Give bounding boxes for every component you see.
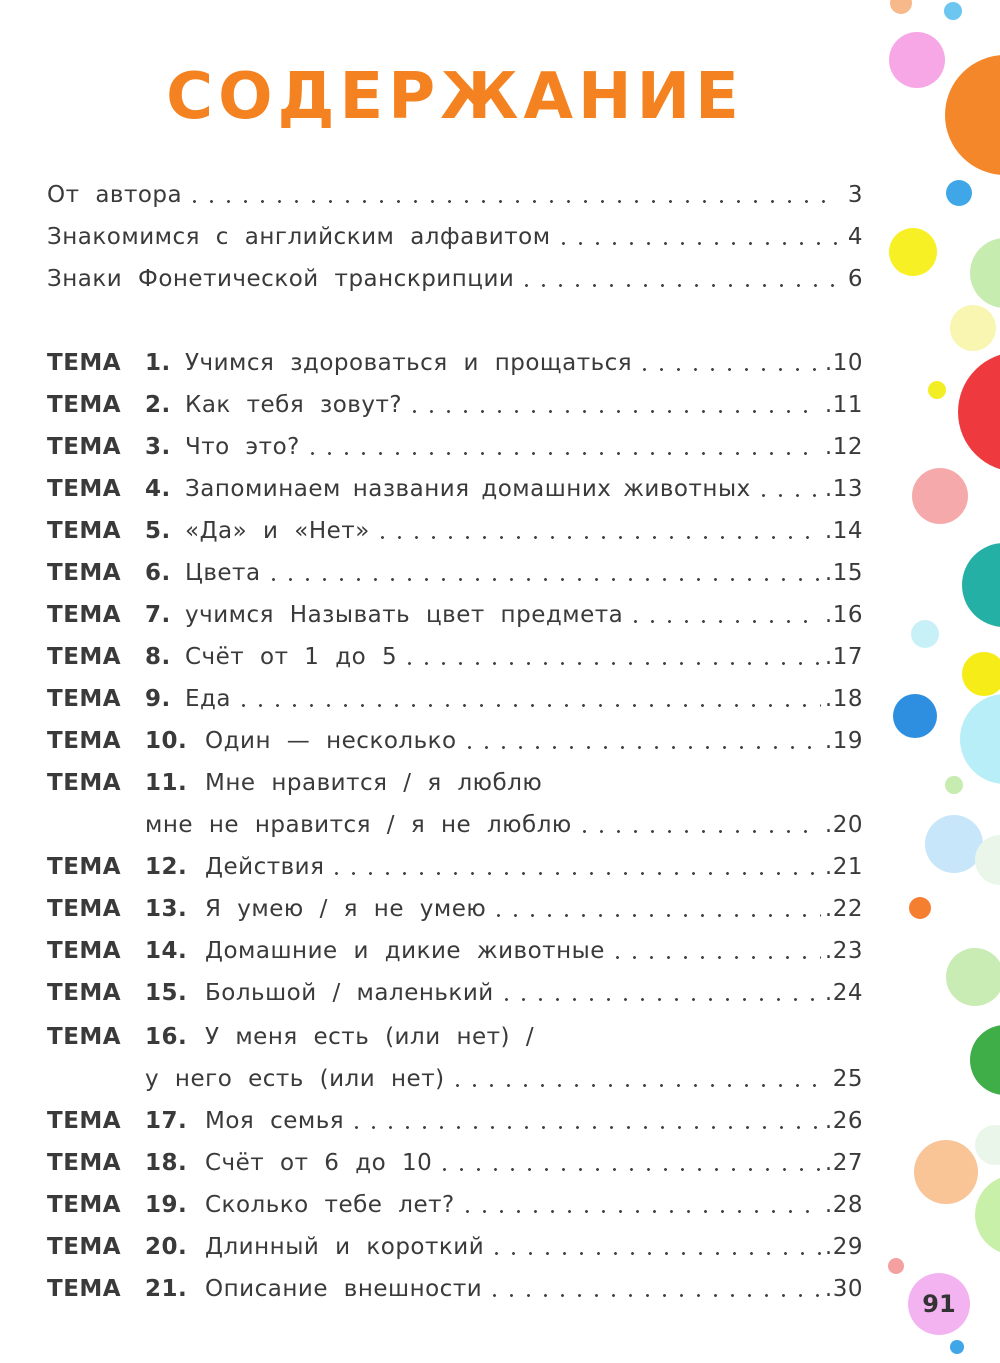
entry-text: Счёт от 6 до 10 — [205, 1150, 433, 1176]
entry-page: .17 — [824, 644, 863, 670]
decor-circle — [928, 381, 946, 399]
leader-dots — [401, 662, 821, 665]
decor-circle — [945, 55, 1000, 175]
topic-number: 6. — [145, 560, 171, 586]
decor-circle — [975, 1175, 1000, 1255]
entry-text: Сколько тебе лет? — [205, 1192, 455, 1218]
topic-label: ТЕМА — [47, 392, 122, 418]
topic-label: ТЕМА — [47, 1150, 122, 1176]
topic-number: 3. — [145, 434, 171, 460]
decor-circle — [962, 543, 1000, 627]
leader-dots — [636, 368, 821, 371]
decor-circle — [946, 948, 1000, 1006]
topic-label: ТЕМА — [47, 1192, 122, 1218]
decor-circle — [958, 352, 1000, 472]
decor-circle — [975, 1125, 1000, 1165]
topic-label: ТЕМА — [47, 728, 122, 754]
topic-number: 7. — [145, 602, 171, 628]
leader-dots — [304, 452, 821, 455]
leader-dots — [555, 242, 837, 245]
topic-number: 5. — [145, 518, 171, 544]
toc-entry-topic[interactable] — [47, 716, 863, 756]
entry-page: .28 — [824, 1192, 863, 1218]
entry-text: Как тебя зовут? — [185, 392, 403, 418]
entry-page: .27 — [824, 1150, 863, 1176]
entry-page: .24 — [824, 980, 863, 1006]
entry-page: .22 — [824, 896, 863, 922]
toc-entry-topic[interactable] — [47, 842, 863, 882]
entry-page: 3 — [847, 182, 863, 208]
toc-entry-topic[interactable] — [47, 338, 863, 378]
topic-number: 19. — [145, 1192, 188, 1218]
topic-number: 12. — [145, 854, 188, 880]
entry-page: .14 — [824, 518, 863, 544]
leader-dots — [265, 578, 821, 581]
leader-dots — [461, 746, 821, 749]
entry-text: Я умею / я не умею — [205, 896, 487, 922]
topic-number: 1. — [145, 350, 171, 376]
toc-entry-continuation[interactable] — [47, 1054, 863, 1094]
decor-circle — [889, 228, 937, 276]
entry-page: .29 — [824, 1234, 863, 1260]
page-number-badge: 91 — [908, 1273, 970, 1335]
topic-number: 8. — [145, 644, 171, 670]
decor-circle — [950, 305, 996, 351]
entry-page: 4 — [847, 224, 863, 250]
topic-number: 18. — [145, 1150, 188, 1176]
entry-text: мне не нравится / я не люблю — [145, 812, 572, 838]
toc-entry-topic[interactable] — [47, 464, 863, 504]
topic-number: 20. — [145, 1234, 188, 1260]
leader-dots — [328, 872, 820, 875]
decor-circle — [888, 1258, 904, 1274]
leader-dots — [436, 1168, 821, 1171]
topic-number: 9. — [145, 686, 171, 712]
toc-entry-topic[interactable] — [47, 1222, 863, 1262]
entry-text: Длинный и короткий — [205, 1234, 485, 1260]
topic-label: ТЕМА — [47, 434, 122, 460]
entry-page: .10 — [824, 350, 863, 376]
entry-text: У меня есть (или нет) / — [205, 1024, 535, 1050]
topic-number: 13. — [145, 896, 188, 922]
toc-entry-topic[interactable] — [47, 590, 863, 630]
leader-dots — [406, 410, 821, 413]
decor-circle — [911, 620, 939, 648]
toc-entry-continuation[interactable] — [47, 800, 863, 840]
toc-entry-topic[interactable] — [47, 1012, 863, 1052]
leader-dots — [576, 830, 821, 833]
decor-circle — [890, 0, 912, 14]
entry-text: Цвета — [185, 560, 261, 586]
decor-circle — [914, 1140, 978, 1204]
toc-entry-topic[interactable] — [47, 1264, 863, 1304]
topic-number: 2. — [145, 392, 171, 418]
entry-page: .23 — [824, 938, 863, 964]
toc-entry-topic[interactable] — [47, 548, 863, 588]
topic-label: ТЕМА — [47, 896, 122, 922]
entry-page: 6 — [847, 266, 863, 292]
leader-dots — [459, 1210, 821, 1213]
topic-number: 14. — [145, 938, 188, 964]
entry-text: Мне нравится / я люблю — [205, 770, 543, 796]
entry-text: Учимся здороваться и прощаться — [185, 350, 633, 376]
entry-page: .30 — [824, 1276, 863, 1302]
entry-text: Знакомимся с английским алфавитом — [47, 224, 551, 250]
decor-circle — [960, 694, 1000, 784]
entry-text: Еда — [185, 686, 232, 712]
toc-entry-intro[interactable] — [47, 170, 863, 210]
entry-text: Описание внешности — [205, 1276, 483, 1302]
decor-circle — [945, 776, 963, 794]
leader-dots — [449, 1084, 829, 1087]
topic-number: 15. — [145, 980, 188, 1006]
toc-entry-topic[interactable] — [47, 506, 863, 546]
entry-text: Знаки Фонетической транскрипции — [47, 266, 515, 292]
topic-number: 17. — [145, 1108, 188, 1134]
leader-dots — [235, 704, 821, 707]
decor-circle — [912, 468, 968, 524]
leader-dots — [518, 284, 837, 287]
toc-entry-topic[interactable] — [47, 674, 863, 714]
entry-text: Что это? — [185, 434, 300, 460]
entry-page: .13 — [824, 476, 863, 502]
toc-entry-topic[interactable] — [47, 380, 863, 420]
entry-text: у него есть (или нет) — [145, 1066, 445, 1092]
entry-page: .21 — [824, 854, 863, 880]
topic-label: ТЕМА — [47, 476, 122, 502]
topic-label: ТЕМА — [47, 560, 122, 586]
leader-dots — [348, 1126, 821, 1129]
decor-circle — [962, 652, 1000, 696]
topic-label: ТЕМА — [47, 854, 122, 880]
entry-text: Действия — [205, 854, 325, 880]
topic-label: ТЕМА — [47, 1276, 122, 1302]
decor-circle — [893, 694, 937, 738]
toc-entry-topic[interactable] — [47, 926, 863, 966]
leader-dots — [186, 200, 837, 203]
topic-number: 21. — [145, 1276, 188, 1302]
topic-label: ТЕМА — [47, 1234, 122, 1260]
entry-text: От автора — [47, 182, 183, 208]
toc-entry-topic[interactable] — [47, 1180, 863, 1220]
toc-entry-topic[interactable] — [47, 1096, 863, 1136]
topic-number: 10. — [145, 728, 188, 754]
decor-circle — [970, 1025, 1000, 1095]
entry-text: учимся Называть цвет предмета — [185, 602, 624, 628]
toc-entry-topic[interactable] — [47, 884, 863, 924]
topic-number: 16. — [145, 1024, 188, 1050]
topic-label: ТЕМА — [47, 1108, 122, 1134]
topic-label: ТЕМА — [47, 686, 122, 712]
entry-text: «Да» и «Нет» — [185, 518, 370, 544]
topic-label: ТЕМА — [47, 350, 122, 376]
entry-page: .26 — [824, 1108, 863, 1134]
leader-dots — [486, 1294, 821, 1297]
entry-page: 25 — [832, 1066, 863, 1092]
entry-text: Один — несколько — [205, 728, 457, 754]
toc-entry-topic[interactable] — [47, 968, 863, 1008]
page-title: СОДЕРЖАНИЕ — [166, 60, 744, 134]
decor-circle — [925, 815, 983, 873]
entry-page: .15 — [824, 560, 863, 586]
entry-text: Счёт от 1 до 5 — [185, 644, 398, 670]
leader-dots — [627, 620, 821, 623]
toc-entry-topic[interactable] — [47, 1138, 863, 1178]
toc-entry-topic[interactable] — [47, 758, 863, 798]
leader-dots — [755, 494, 821, 497]
decor-circle — [944, 2, 962, 20]
toc-entry-topic[interactable] — [47, 632, 863, 672]
decor-circle — [970, 238, 1000, 308]
topic-label: ТЕМА — [47, 602, 122, 628]
entry-text: Большой / маленький — [205, 980, 494, 1006]
entry-page: .18 — [824, 686, 863, 712]
entry-text: Домашние и дикие животные — [205, 938, 605, 964]
entry-page: .16 — [824, 602, 863, 628]
topic-label: ТЕМА — [47, 770, 122, 796]
entry-page: .19 — [824, 728, 863, 754]
leader-dots — [490, 914, 821, 917]
leader-dots — [488, 1252, 821, 1255]
topic-label: ТЕМА — [47, 938, 122, 964]
toc-entry-intro[interactable] — [47, 212, 863, 252]
topic-label: ТЕМА — [47, 1024, 122, 1050]
entry-text: Моя семья — [205, 1108, 345, 1134]
topic-label: ТЕМА — [47, 644, 122, 670]
topic-number: 11. — [145, 770, 188, 796]
entry-page: .20 — [824, 812, 863, 838]
toc-entry-intro[interactable] — [47, 254, 863, 294]
entry-page: .12 — [824, 434, 863, 460]
topic-label: ТЕМА — [47, 518, 122, 544]
entry-text: Запоминаем названия домашних животных — [185, 476, 751, 502]
leader-dots — [498, 998, 821, 1001]
leader-dots — [374, 536, 821, 539]
decor-circle — [950, 1340, 964, 1354]
topic-label: ТЕМА — [47, 980, 122, 1006]
leader-dots — [609, 956, 821, 959]
entry-page: .11 — [824, 392, 863, 418]
decor-circle — [946, 180, 972, 206]
toc-entry-topic[interactable] — [47, 422, 863, 462]
decor-circle — [909, 897, 931, 919]
topic-number: 4. — [145, 476, 171, 502]
